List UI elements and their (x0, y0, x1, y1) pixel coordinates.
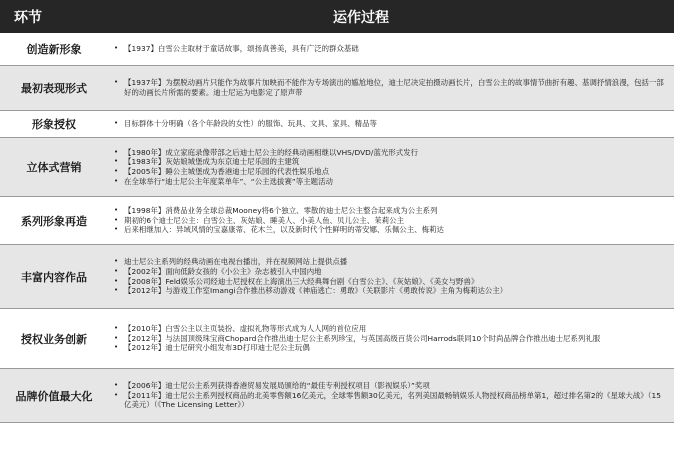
bullet-dot-icon: • (114, 157, 119, 166)
bullet-text: 【2002年】面向低龄女孩的《小公主》杂志被引入中国内地 (124, 266, 322, 276)
bullet-item (112, 381, 666, 391)
header-process: 运作过程 (333, 9, 389, 26)
row-label: 形象授权 (32, 118, 76, 131)
table-body (0, 33, 674, 423)
bullet-item (112, 334, 666, 344)
row-content (108, 245, 674, 308)
row-content (108, 66, 674, 110)
table-row (0, 33, 674, 66)
bullet-text: 【2011年】迪士尼公主系列授权商品的北美零售额16亿美元，全球零售额30亿美元，名列美国最畅销娱乐人物授权商品榜单第1，超过排名第2的《星球大战》（15亿美元）（《The Licensing Letter》） (124, 390, 661, 410)
bullet-dot-icon: • (114, 381, 119, 390)
bullet-item (112, 167, 666, 177)
bullet-text: 【2006年】迪士尼公主系列获得香港贸易发展局颁给的“最佳专利授权项目（影视娱乐）”奖项 (124, 381, 430, 391)
bullet-dot-icon: • (114, 257, 119, 266)
bullet-item (112, 148, 666, 158)
row-label: 授权业务创新 (21, 332, 87, 346)
bullet-text: 后来相继加入：异域风情的宝嘉康蒂、花木兰，以及新时代个性鲜明的蒂安娜、乐佩公主、梅莉达 (124, 225, 444, 235)
bullet-dot-icon: • (114, 276, 119, 285)
row-content (108, 111, 674, 137)
bullet-dot-icon: • (114, 176, 119, 185)
bullet-text: 【1998年】消费品业务全球总裁Mooney将6个独立、零散的迪士尼公主整合起来成为公主系列 (124, 206, 438, 216)
table-row (0, 66, 674, 111)
bullet-item (112, 324, 666, 334)
bullet-item (112, 277, 666, 287)
row-content (108, 138, 674, 196)
bullet-dot-icon: • (114, 206, 119, 215)
bullet-item (112, 286, 666, 296)
row-content (108, 369, 674, 422)
bullet-item (112, 391, 666, 410)
bullet-text: 期初的6个迪士尼公主：白雪公主、灰姑娘、睡美人、小美人鱼、贝儿公主、茉莉公主 (124, 215, 405, 225)
row-label: 丰富内容作品 (21, 270, 87, 284)
bullet-item (112, 216, 666, 226)
bullet-dot-icon: • (114, 215, 119, 224)
bullet-dot-icon: • (114, 286, 119, 295)
header-stage: 环节 (14, 9, 42, 26)
bullet-text: 【2012年】与游戏工作室Imangi合作推出移动游戏《神庙逃亡：勇敢》（关联影片《勇敢传说》主角为梅莉达公主） (124, 286, 508, 296)
bullet-text: 【1937】白雪公主取材于童话故事，颂扬真善美，具有广泛的群众基础 (124, 44, 359, 54)
row-label: 立体式营销 (26, 161, 82, 174)
bullet-item (112, 78, 666, 97)
table-row (0, 369, 674, 423)
bullet-dot-icon: • (114, 119, 119, 128)
bullet-text: 【1980年】成立家庭录像带部之后迪士尼公主的经典动画相继以VHS/DVD/蓝光形式发行 (124, 147, 419, 157)
table-header (0, 0, 674, 33)
bullet-text: 目标群体十分明确（各个年龄段的女性）的服饰、玩具、文具、家具、精品等 (124, 119, 377, 129)
table-row (0, 197, 674, 245)
bullet-dot-icon: • (114, 333, 119, 342)
row-label: 最初表现形式 (21, 82, 87, 95)
bullet-text: 【1983年】灰姑娘城堡成为东京迪士尼乐园的主建筑 (124, 157, 300, 167)
table-row (0, 138, 674, 197)
bullet-dot-icon: • (114, 390, 119, 399)
row-content (108, 309, 674, 368)
bullet-dot-icon: • (114, 343, 119, 352)
bullet-item (112, 257, 666, 267)
bullet-item (112, 225, 666, 235)
bullet-item (112, 177, 666, 187)
bullet-text: 迪士尼公主系列的经典动画在电视台播出，并在视频网站上提供点播 (124, 257, 348, 267)
bullet-text: 【2005年】睡公主城堡成为香港迪士尼乐园的代表性娱乐地点 (124, 167, 330, 176)
row-content (108, 197, 674, 244)
bullet-dot-icon: • (114, 44, 119, 53)
row-label: 创造新形象 (26, 43, 82, 56)
table-row (0, 111, 674, 138)
row-label: 系列形象再造 (21, 214, 87, 228)
bullet-dot-icon: • (114, 147, 119, 156)
bullet-text: 【2012年】迪士尼研究小组发布3D打印迪士尼公主玩偶 (124, 343, 310, 353)
bullet-dot-icon: • (114, 167, 119, 175)
bullet-item (112, 267, 666, 277)
bullet-item (112, 343, 666, 353)
bullet-text: 【1937年】为摆脱动画片只能作为故事片加映而不能作为专场演出的尴尬地位，迪士尼决定拍摄动画长片，白雪公主的故事情节曲折有趣、基调抒情浪漫，包括一部好的动画长片所需的要素。迪士尼运为电影定了原声带 (124, 78, 664, 97)
bullet-dot-icon: • (114, 78, 119, 87)
row-content (108, 33, 674, 65)
bullet-text: 【2008年】Feld娱乐公司经迪士尼授权在上海演出三大经典舞台剧《白雪公主》、《灰姑娘》、《美女与野兽》 (124, 276, 479, 286)
bullet-dot-icon: • (114, 225, 119, 234)
table-row (0, 245, 674, 309)
bullet-text: 【2012年】与法国顶级珠宝商Chopard合作推出迪士尼公主系列珍宝，与英国高级百货公司Harrods联同10个时尚品牌合作推出迪士尼系列礼服 (124, 333, 601, 343)
bullet-dot-icon: • (114, 324, 119, 333)
bullet-text: 在全球举行“迪士尼公主年度菜单年”、“公主选拔赛”等主题活动 (124, 176, 333, 186)
bullet-dot-icon: • (114, 266, 119, 275)
bullet-item (112, 157, 666, 167)
bullet-item (112, 44, 666, 54)
table-row (0, 309, 674, 369)
row-label: 品牌价值最大化 (15, 389, 93, 403)
bullet-text: 【2010年】白雪公主以主页装扮、虚拟礼物等形式成为人人网的首位应用 (124, 324, 367, 334)
bullet-item (112, 206, 666, 216)
bullet-item (112, 119, 666, 129)
